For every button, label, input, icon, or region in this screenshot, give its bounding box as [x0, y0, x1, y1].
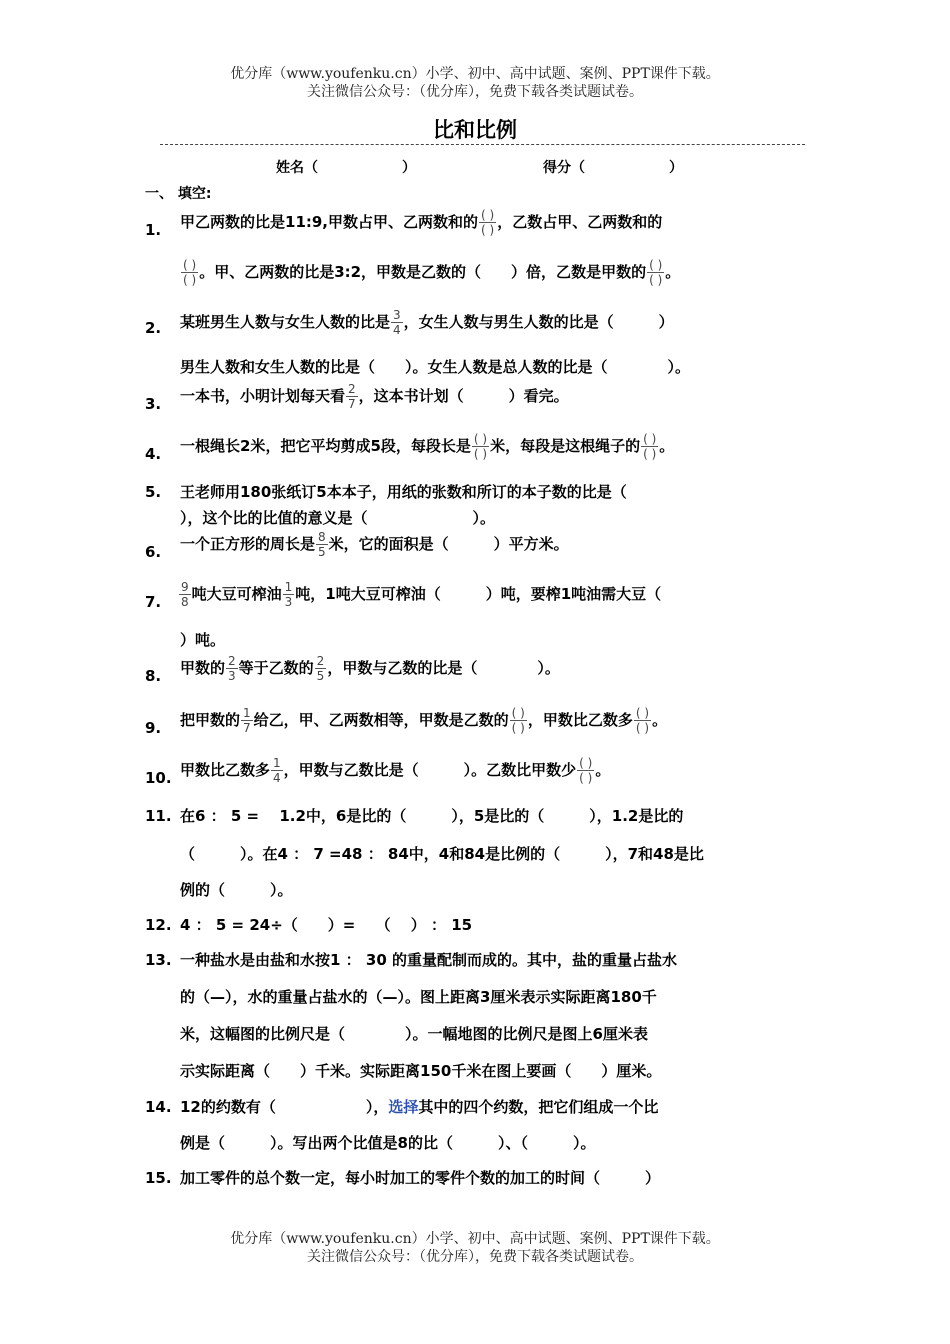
question-13-line-2: 的（—），水的重量占盐水的（—）。图上距离3厘米表示实际距离180千 — [180, 988, 657, 1006]
fraction: $\frac{1}{3}$ — [284, 580, 293, 609]
question-15: 加工零件的总个数一定，每小时加工的零件个数的加工的时间（ ） — [180, 1169, 661, 1187]
question-number-6: 6. — [145, 543, 162, 561]
question-6: 一个正方形的周长是 $\frac{8}{5}$ 米，它的面积是（ ）平方米。 — [180, 530, 569, 559]
question-number-12: 12. — [145, 916, 172, 934]
question-1-line-1: 甲乙两数的比是11:9,甲数占甲、乙两数和的 $\frac{( )}{( )}$ ，乙数占甲、乙两数和的 — [180, 208, 663, 237]
fraction: $\frac{2}{7}$ — [348, 382, 356, 411]
question-8: 甲数的 $\frac{2}{3}$ 等于乙数的 $\frac{2}{5}$ ，甲数与乙数的比是（ ）。 — [180, 654, 560, 683]
question-11-line-2: （ ）。在4 ： 7 =48 ： 84中，4和84是比例的（ ），7和48是比 — [180, 845, 704, 863]
question-11-line-3: 例的（ ）。 — [180, 881, 293, 899]
blank-fraction: $\frac{( )}{( )}$ — [183, 258, 197, 287]
question-number-5: 5. — [145, 483, 162, 501]
fraction: $\frac{2}{5}$ — [316, 654, 325, 683]
question-number-11: 11. — [145, 807, 172, 825]
question-number-7: 7. — [145, 593, 162, 611]
blank-fraction: $\frac{( )}{( )}$ — [511, 706, 525, 735]
choose-link[interactable]: 选择 — [388, 1098, 419, 1116]
question-number-15: 15. — [145, 1169, 172, 1187]
name-field-label: 姓名（ ） — [276, 160, 416, 176]
question-13-line-3: 米，这幅图的比例尺是（ ）。一幅地图的比例尺是图上6厘米表 — [180, 1025, 648, 1043]
question-number-14: 14. — [145, 1098, 172, 1116]
question-number-8: 8. — [145, 667, 162, 685]
question-number-9: 9. — [145, 719, 162, 737]
question-5-line-1: 王老师用180张纸订5本本子，用纸的张数和所订的本子数的比是（ — [180, 483, 627, 501]
blank-fraction: $\frac{( )}{( )}$ — [643, 432, 657, 461]
question-2-line-1: 某班男生人数与女生人数的比是 $\frac{3}{4}$ ，女生人数与男生人数的比是（ ） — [180, 308, 674, 337]
question-number-13: 13. — [145, 951, 172, 969]
question-number-1: 1. — [145, 221, 162, 239]
footer-line-1: 优分库（www.youfenku.cn）小学、初中、高中试题、案例、PPT课件下载。 — [230, 1231, 720, 1247]
fraction: $\frac{1}{4}$ — [273, 756, 281, 785]
question-7-line-2: ）吨。 — [180, 631, 226, 649]
question-14-line-2: 例是（ ）。写出两个比值是8的比（ ）、（ ）。 — [180, 1134, 596, 1152]
question-number-2: 2. — [145, 319, 162, 337]
question-number-4: 4. — [145, 445, 162, 463]
question-12: 4 ： 5 = 24÷（ ）= （ ） ： 15 — [180, 916, 473, 934]
question-10: 甲数比乙数多 $\frac{1}{4}$ ，甲数与乙数比是（ ）。乙数比甲数少 $\frac{( )}{( )}$ 。 — [180, 756, 611, 785]
question-11-line-1: 在6 ： 5 = 1.2中，6是比的（ ），5是比的（ ），1.2是比的 — [180, 807, 684, 825]
blank-fraction: $\frac{( )}{( )}$ — [481, 208, 495, 237]
score-field-label: 得分（ ） — [543, 160, 683, 176]
fraction: $\frac{1}{7}$ — [243, 706, 251, 735]
blank-fraction: $\frac{( )}{( )}$ — [579, 756, 593, 785]
blank-fraction: $\frac{( )}{( )}$ — [649, 258, 663, 287]
title-divider — [160, 144, 805, 145]
blank-fraction: $\frac{( )}{( )}$ — [635, 706, 650, 735]
question-3: 一本书，小明计划每天看 $\frac{2}{7}$ ，这本书计划（ ）看完。 — [180, 382, 569, 411]
question-number-10: 10. — [145, 769, 172, 787]
section-heading: 一、 填空: — [145, 186, 212, 202]
question-number-3: 3. — [145, 395, 162, 413]
question-1-line-2: $\frac{( )}{( )}$ 。甲、乙两数的比是3:2，甲数是乙数的（ ）倍，乙数是甲数的 $\frac{( )}{( )}$ 。 — [183, 258, 681, 287]
fraction: $\frac{3}{4}$ — [393, 308, 401, 337]
fraction: $\frac{8}{5}$ — [318, 530, 326, 559]
question-13-line-1: 一种盐水是由盐和水按1 ： 30 的重量配制而成的。其中，盐的重量占盐水 — [180, 951, 677, 969]
question-14-line-1: 12的约数有（ ），选择其中的四个约数，把它们组成一个比 — [180, 1098, 659, 1116]
question-13-line-4: 示实际距离（ ）千米。实际距离150千米在图上要画（ ）厘米。 — [180, 1062, 662, 1080]
header-line-1: 优分库（www.youfenku.cn）小学、初中、高中试题、案例、PPT课件下载。 — [230, 66, 720, 82]
question-5-line-2: ），这个比的比值的意义是（ ）。 — [180, 509, 496, 527]
question-9: 把甲数的 $\frac{1}{7}$ 给乙，甲、乙两数相等，甲数是乙数的 $\frac{( )}{( )}$ ，甲数比乙数多 $\frac{( )}{( )}$ 。 — [180, 706, 668, 735]
page-title: 比和比例 — [433, 118, 517, 142]
footer-line-2: 关注微信公众号：（优分库），免费下载各类试题试卷。 — [307, 1249, 643, 1265]
question-7-line-1: $\frac{9}{8}$ 吨大豆可榨油 $\frac{1}{3}$ 吨，1吨大豆可榨油（ ）吨，要榨1吨油需大豆（ — [181, 580, 662, 609]
fraction: $\frac{9}{8}$ — [181, 580, 189, 609]
header-line-2: 关注微信公众号：（优分库），免费下载各类试题试卷。 — [307, 84, 643, 100]
question-4: 一根绳长2米，把它平均剪成5段，每段长是 $\frac{( )}{( )}$ 米，每段是这根绳子的 $\frac{( )}{( )}$ 。 — [180, 432, 675, 461]
question-2-line-2: 男生人数和女生人数的比是（ ）。女生人数是总人数的比是（ ）。 — [180, 358, 691, 376]
fraction: $\frac{2}{3}$ — [228, 654, 236, 683]
blank-fraction: $\frac{( )}{( )}$ — [473, 432, 488, 461]
